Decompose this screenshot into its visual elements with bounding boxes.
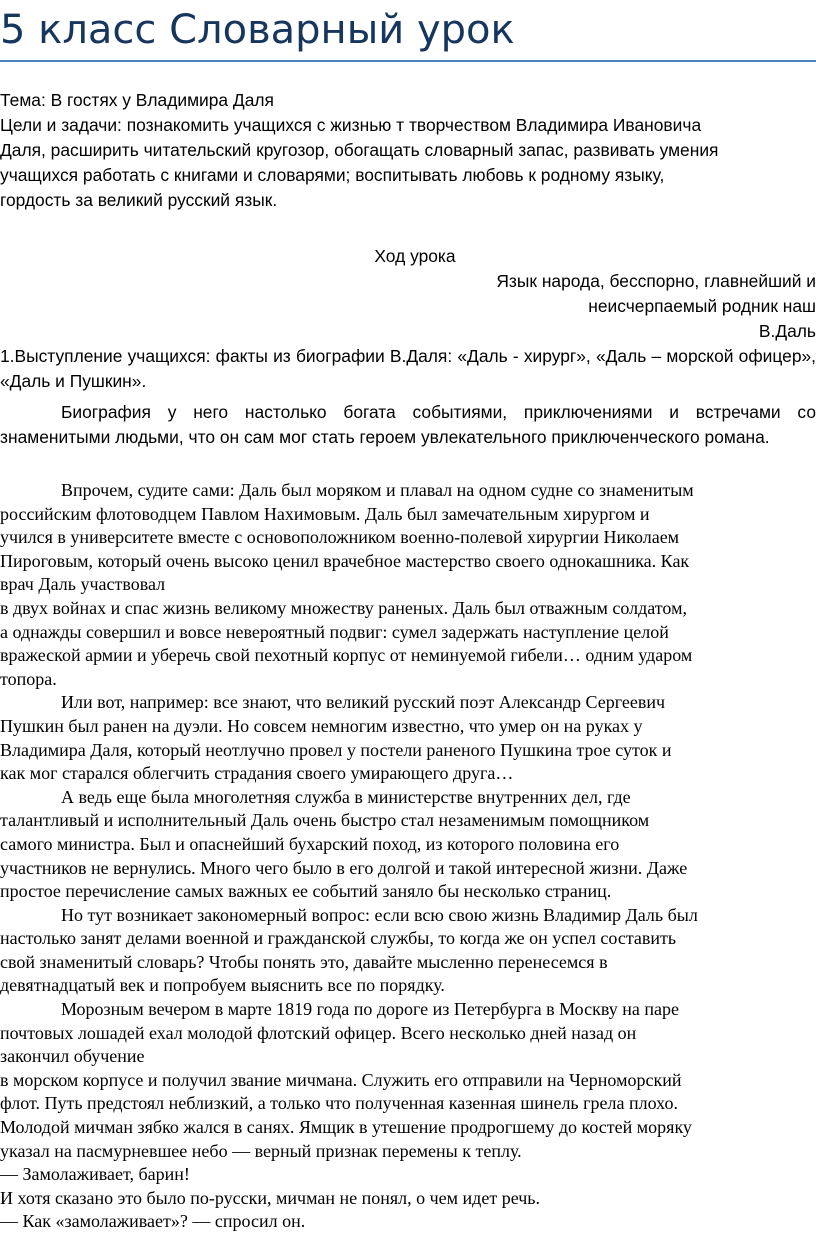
page-title: 5 класс Словарный урок: [0, 7, 515, 53]
biography-intro-paragraph: Биография у него настолько богата событиями, приключениями и встречами со знаменитыми людьми, что он сам мог стать героем увлекательного приключенческого романа.: [0, 402, 816, 447]
lesson-goals: [0, 113, 816, 213]
paragraph-line: Владимира Даля, который неотлучно провел у постели раненого Пушкина трое суток и: [0, 739, 672, 760]
paragraph-line: в морском корпусе и получил звание мичмана. Служить его отправили на Черноморский: [0, 1069, 682, 1090]
paragraph-line: флот. Путь предстоял неблизкий, а только что полученная казенная шинель грела плохо.: [0, 1093, 678, 1114]
paragraph-first-line: Морозным вечером в марте 1819 года по дороге из Петербурга в Москву на паре: [61, 999, 679, 1020]
paragraph-line: российским флотоводцем Павлом Нахимовым. Даль был замечательным хирургом и: [0, 503, 650, 524]
paragraph-line: самого министра. Был и опаснейший бухарский поход, из которого половина его: [0, 833, 620, 854]
epigraph-line: Язык народа, бесспорно, главнейший и: [496, 271, 816, 291]
paragraph-line: указал на пасмурневшее небо — верный признак перемены к теплу.: [0, 1140, 522, 1161]
paragraph-line: учился в университете вместе с основоположником военно-полевой хирургии Николаем: [0, 527, 680, 548]
epigraph-author: В.Даль: [758, 321, 816, 341]
paragraph-line: как мог старался облегчить страдания своего умирающего друга…: [0, 763, 514, 784]
paragraph-line: а однажды совершил и вовсе невероятный подвиг: сумел задержать наступление целой: [0, 621, 669, 642]
paragraph-line: почтовых лошадей ехал молодой флотский офицер. Всего несколько дней назад он: [0, 1022, 637, 1043]
paragraph-first-line: Или вот, например: все знают, что великий русский поэт Александр Сергеевич: [61, 692, 666, 713]
paragraph-line: участников не вернулись. Много чего было в его долгой и такой интересной жизни. Даже: [0, 857, 688, 878]
paragraph-line: настолько занят делами военной и гражданской службы, то когда же он успел составить: [0, 928, 677, 949]
paragraph-line: — Как «замолаживает»? — спросил он.: [0, 1211, 306, 1232]
paragraph-line: — Замолаживает, барин!: [0, 1164, 190, 1185]
story-body: [0, 479, 816, 1234]
epigraph-line: неисчерпаемый родник наш: [588, 296, 816, 316]
paragraph-line: Пироговым, который очень высоко ценил врачебное мастерство своего однокашника. Как: [0, 550, 690, 571]
paragraph-line: в двух войнах и спас жизнь великому множеству раненых. Даль был отважным солдатом,: [0, 597, 687, 618]
paragraph-line: закончил обучение: [0, 1046, 145, 1067]
paragraph-line: топора.: [0, 668, 57, 689]
goals-line: Цели и задачи: познакомить учащихся с жизнью т творчеством Владимира Ивановича: [0, 115, 702, 135]
paragraph-line: свой знаменитый словарь? Чтобы понять это, давайте мысленно перенесемся в: [0, 951, 608, 972]
paragraph-line: Пушкин был ранен на дуэли. Но совсем немногим известно, что умер он на руках у: [0, 715, 643, 736]
goals-line: Даля, расширить читательский кругозор, обогащать словарный запас, развивать умения: [0, 140, 719, 160]
paragraph-first-line: А ведь еще была многолетняя служба в министерстве внутренних дел, где: [61, 786, 631, 807]
paragraph-line: талантливый и исполнительный Даль очень быстро стал незаменимым помощником: [0, 810, 650, 831]
paragraph-line: врач Даль участвовал: [0, 574, 166, 595]
paragraph-line: простое перечисление самых важных ее событий заняло бы несколько страниц.: [0, 881, 612, 902]
paragraph-first-line: Но тут возникает закономерный вопрос: если всю свою жизнь Владимир Даль был: [61, 904, 698, 925]
paragraph-line: вражеской армии и уберечь свой пехотный корпус от неминуемой гибели… одним ударом: [0, 645, 693, 666]
epigraph: [0, 269, 816, 344]
goals-line: гордость за великий русский язык.: [0, 190, 278, 210]
paragraph-line: И хотя сказано это было по-русски, мичман не понял, о чем идет речь.: [0, 1187, 540, 1208]
title-underline: [0, 60, 816, 62]
paragraph-line: Молодой мичман зябко жался в санях. Ямщик в утешение продрогшему до костей моряку: [0, 1117, 692, 1138]
paragraph-first-line: Впрочем, судите сами: Даль был моряком и плавал на одном судне со знаменитым: [61, 480, 694, 500]
goals-line: учащихся работать с книгами и словарями; воспитывать любовь к родному языку,: [0, 165, 665, 185]
paragraph-line: девятнадцатый век и попробуем выяснить все по порядку.: [0, 975, 445, 996]
lesson-topic: Тема: В гостях у Владимира Даля: [0, 90, 274, 110]
lesson-heading: Ход урока: [374, 246, 456, 266]
section-1-paragraph: 1.Выступление учащихся: факты из биографии В.Даля: «Даль - хирург», «Даль – морской офицер», «Даль и Пушкин».: [0, 346, 816, 391]
